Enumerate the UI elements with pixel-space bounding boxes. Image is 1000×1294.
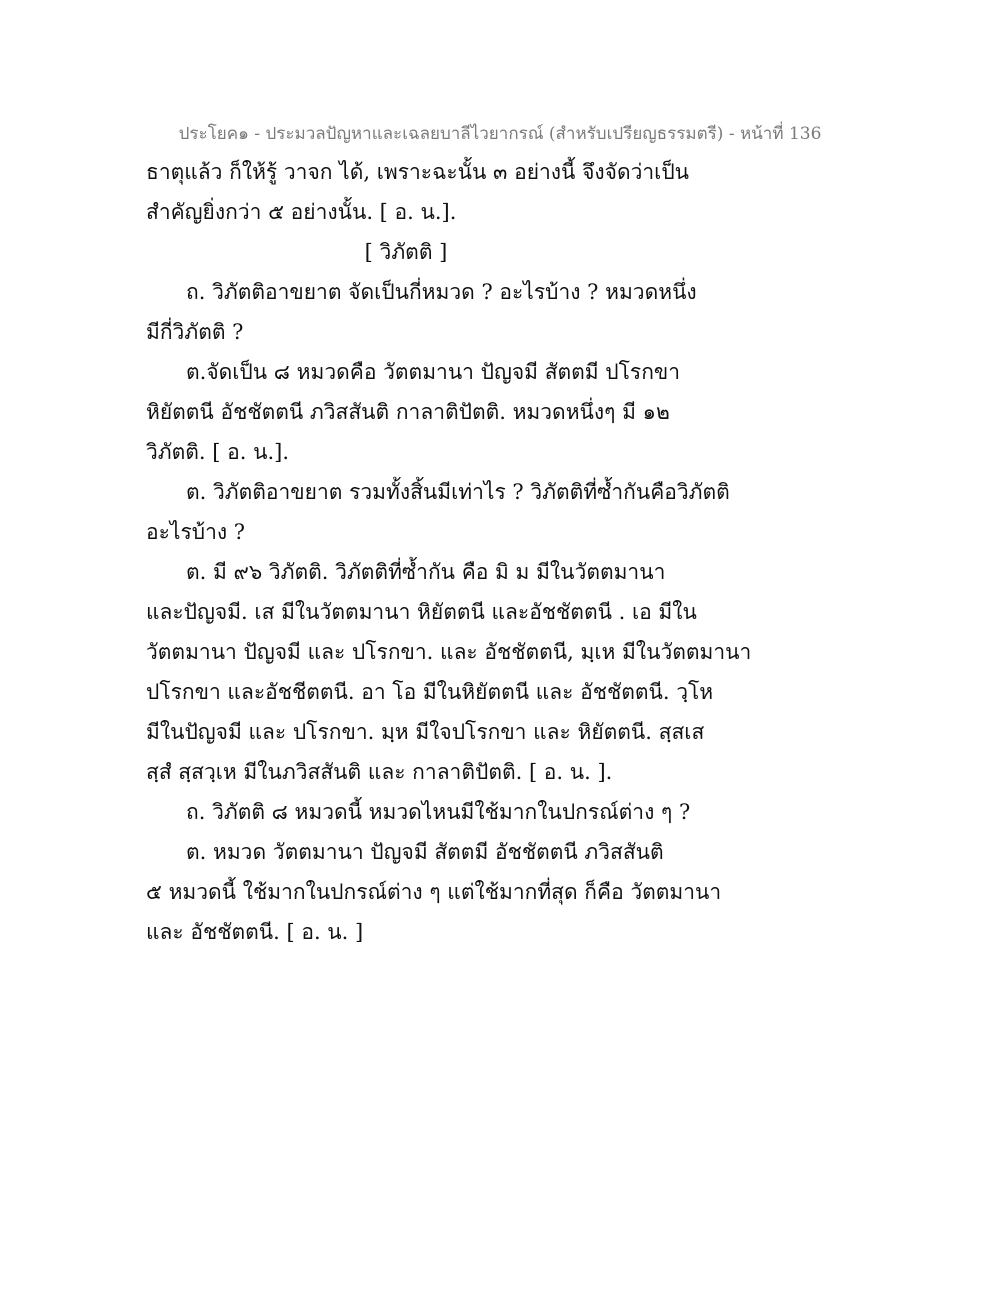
- text-line: และปัญจมี. เส มีในวัตตมานา หิยัตตนี และอัชชัตตนี . เอ มีใน: [146, 600, 697, 624]
- text-line: ๕ หมวดนี้ ใช้มากในปกรณ์ต่าง ๆ แต่ใช้มากที่สุด ก็คือ วัตตมานา: [146, 880, 722, 904]
- text-line: มีกี่วิภัตติ ?: [146, 320, 244, 344]
- answer-line: ต.จัดเป็น ๘ หมวดคือ วัตตมานา ปัญจมี สัตตมี ปโรกขา: [186, 360, 681, 384]
- text-line: สำคัญยิ่งกว่า ๕ อย่างนั้น. [ อ. น.].: [146, 200, 457, 224]
- text-line: ปโรกขา และอัชชีตตนี. อา โอ มีในหิยัตตนี และ อัชชัตตนี. วฺโห: [146, 680, 714, 704]
- text-line: ธาตุแล้ว ก็ให้รู้ วาจก ได้, เพราะฉะนั้น ๓ อย่างนี้ จึงจัดว่าเป็น: [146, 160, 690, 184]
- text-line: หิยัตตนี อัชชัตตนี ภวิสสันติ กาลาติปัตติ. หมวดหนึ่งๆ มี ๑๒: [146, 400, 670, 424]
- page-header: ประโยค๑ - ประมวลปัญหาและเฉลยบาลีไวยากรณ์ (สำหรับเปรียญธรรมตรี) - หน้าที่ 136: [178, 124, 822, 144]
- text-line: อะไรบ้าง ?: [146, 520, 246, 544]
- question-line: ถ. วิภัตติอาขยาต จัดเป็นกี่หมวด ? อะไรบ้าง ? หมวดหนึ่ง: [186, 280, 697, 304]
- answer-line: ต. หมวด วัตตมานา ปัญจมี สัตตมี อัชชัตตนี ภวิสสันติ: [186, 840, 664, 864]
- question-line: ต. วิภัตติอาขยาต รวมทั้งสิ้นมีเท่าไร ? วิภัตติที่ซ้ำกันคือวิภัตติ: [186, 480, 730, 504]
- text-line: และ อัชชัตตนี. [ อ. น. ]: [146, 920, 364, 944]
- text-line: สฺสํ สฺสวฺเห มีในภวิสสันติ และ กาลาติปัตติ. [ อ. น. ].: [146, 760, 613, 784]
- text-line: มีในปัญจมี และ ปโรกขา. มฺห มีใจปโรกขา และ หิยัตตนี. สฺสเส: [146, 720, 705, 744]
- text-line: วิภัตติ. [ อ. น.].: [146, 440, 289, 464]
- document-body: [146, 152, 752, 952]
- question-line: ถ. วิภัตติ ๘ หมวดนี้ หมวดไหนมีใช้มากในปกรณ์ต่าง ๆ ?: [186, 800, 691, 824]
- answer-line: ต. มี ๙๖ วิภัตติ. วิภัตติที่ซ้ำกัน คือ มิ ม มีในวัตตมานา: [186, 560, 666, 584]
- text-line: วัตตมานา ปัญจมี และ ปโรกขา. และ อัชชัตตนี, มฺเห มีในวัตตมานา: [146, 640, 752, 664]
- section-heading: [ วิภัตติ ]: [364, 240, 448, 264]
